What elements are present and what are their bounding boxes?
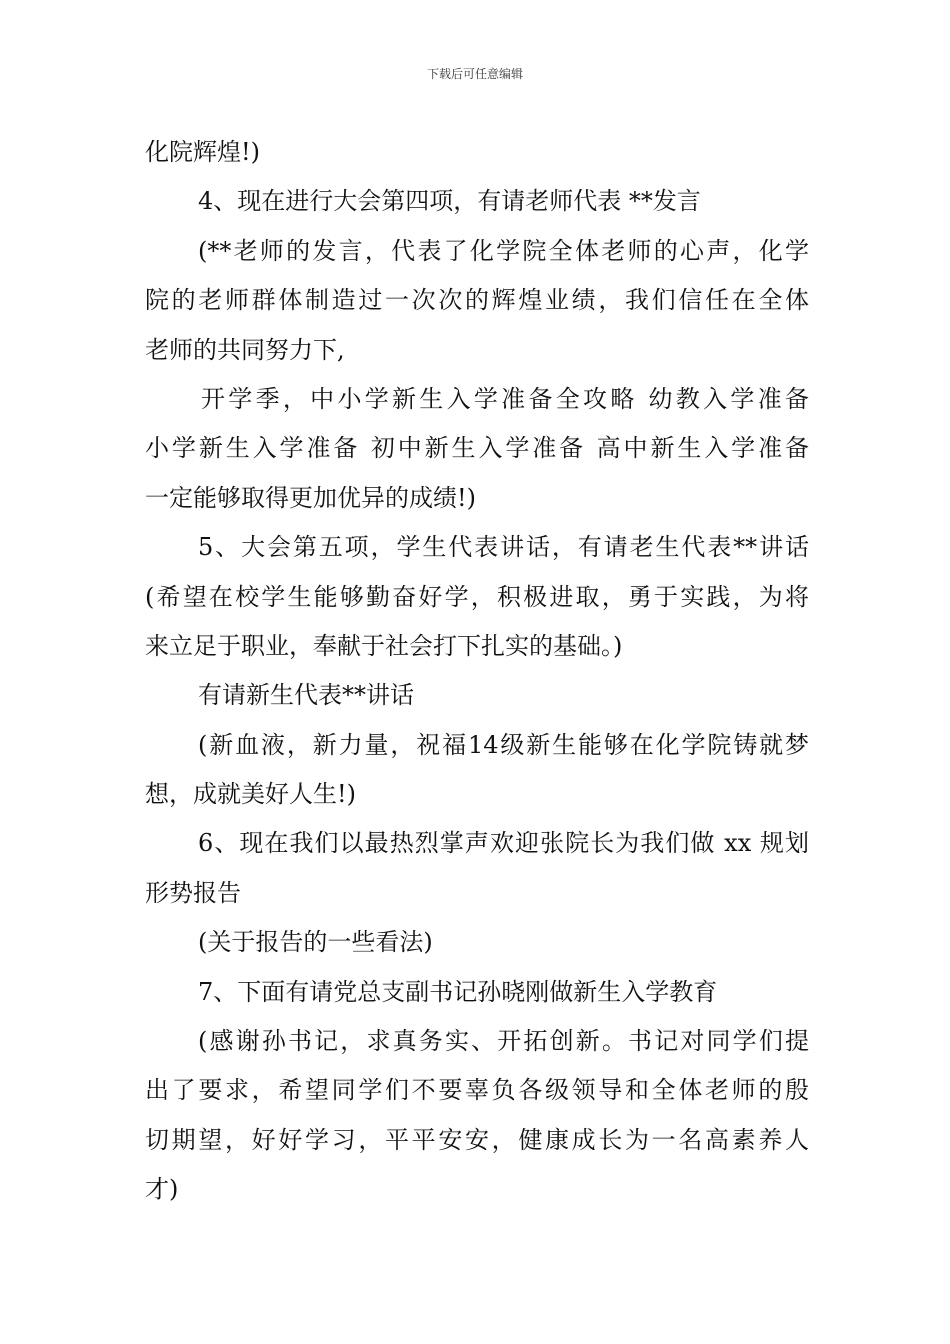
- text-line: 切期望，好好学习，平平安安，健康成长为一名高素养人: [145, 1125, 809, 1154]
- text-line: 小学新生入学准备 初中新生入学准备 高中新生入学准备: [145, 434, 809, 463]
- page-header: 下载后可任意编辑: [426, 67, 523, 81]
- text-line: 5、大会第五项，学生代表讲话，有请老生代表**讲话: [198, 533, 809, 562]
- text-line: (感谢孙书记，求真务实、开拓创新。书记对同学们提: [198, 1027, 809, 1056]
- text-line: 出了要求，希望同学们不要辜负各级领导和全体老师的殷: [145, 1076, 809, 1105]
- document-body: [145, 128, 809, 1215]
- text-line: 开学季，中小学新生入学准备全攻略 幼教入学准备: [201, 384, 809, 413]
- text-line: (希望在校学生能够勤奋好学，积极进取，勇于实践，为将: [145, 582, 809, 611]
- text-line: 7、下面有请党总支副书记孙晓刚做新生入学教育: [198, 977, 718, 1006]
- text-line: 来立足于职业，奉献于社会打下扎实的基础。): [145, 631, 623, 660]
- text-line: 形势报告: [145, 878, 241, 907]
- text-line: 才): [145, 1175, 179, 1204]
- text-line: 一定能够取得更加优异的成绩!): [145, 483, 477, 512]
- text-line: 想，成就美好人生!): [145, 780, 357, 809]
- text-line: 化院辉煌!): [145, 138, 261, 166]
- text-line: 老师的共同努力下,: [145, 335, 345, 364]
- text-line: 4、现在进行大会第四项，有请老师代表 **发言: [198, 187, 701, 216]
- text-line: 院的老师群体制造过一次次的辉煌业绩，我们信任在全体: [145, 286, 809, 315]
- text-line: (**老师的发言，代表了化学院全体老师的心声，化学: [198, 236, 809, 265]
- text-line: (关于报告的一些看法): [198, 928, 433, 957]
- text-line: 6、现在我们以最热烈掌声欢迎张院长为我们做 xx 规划: [198, 829, 809, 858]
- text-line: 有请新生代表**讲话: [198, 681, 414, 710]
- text-line: (新血液，新力量，祝福14级新生能够在化学院铸就梦: [198, 730, 809, 759]
